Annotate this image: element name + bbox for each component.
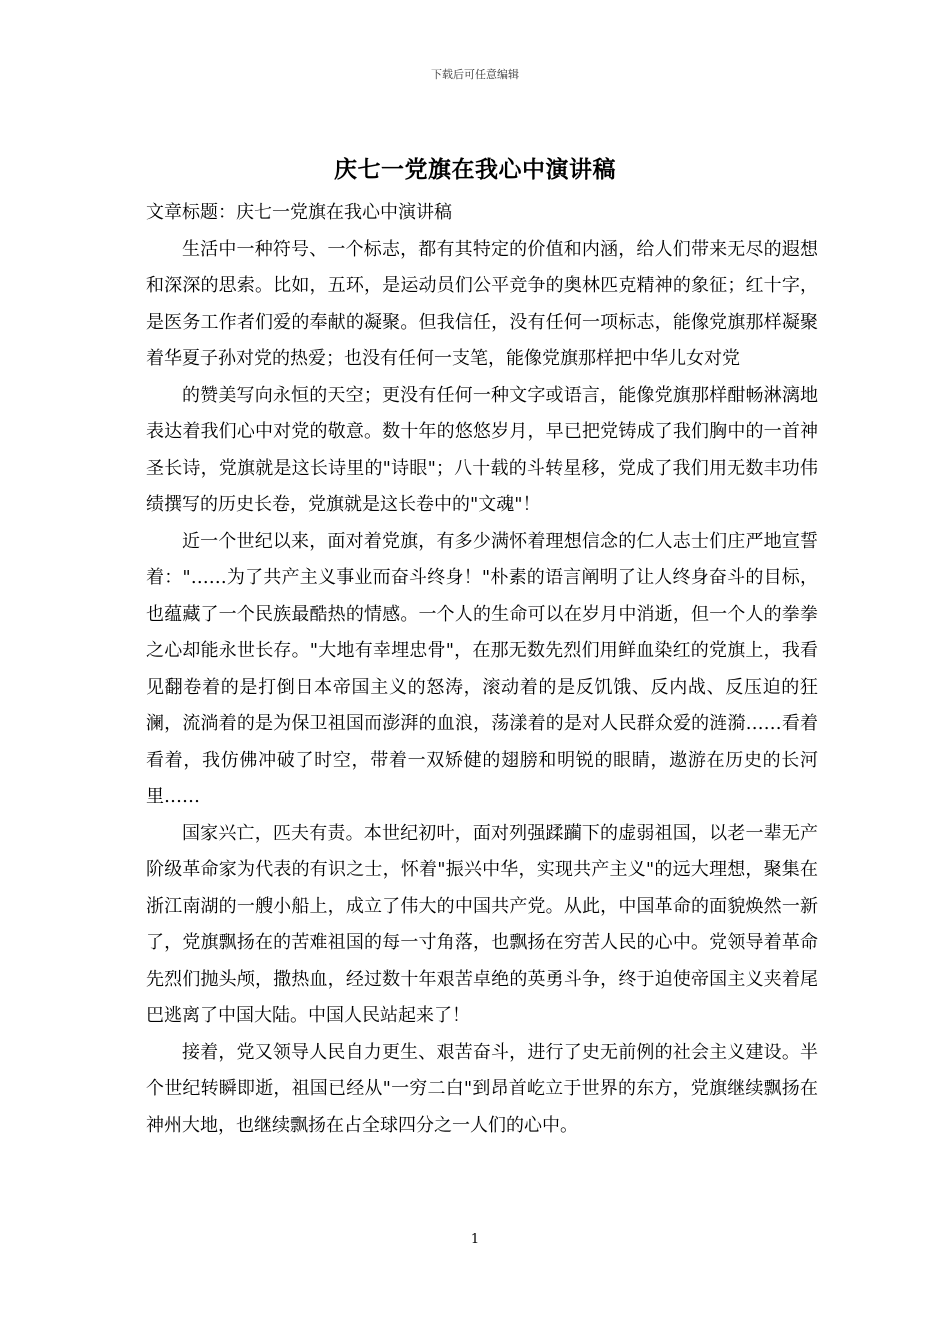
article-title-line: 文章标题：庆七一党旗在我心中演讲稿 [146,202,452,223]
paragraph: 近一个世纪以来，面对着党旗，有多少满怀着理想信念的仁人志士们庄严地宣誓着："……为了共产主义事业而奋斗终身！"朴素的语言阐明了让人终身奋斗的目标，也蕴藏了一个民族最酷热的情感。一个人的生命可以在岁月中消逝，但一个人的拳拳之心却能永世长存。"大地有幸埋忠骨"，在那无数先烈们用鲜血染红的党旗上，我看见翻卷着的是打倒日本帝国主义的怒涛，滚动着的是反饥饿、反内战、反压迫的狂澜，流淌着的是为保卫祖国而澎湃的血浪，荡漾着的是对人民群众爱的涟漪……看着看着，我仿佛冲破了时空，带着一双矫健的翅膀和明锐的眼睛，遨游在历史的长河里…… [146,530,818,807]
document-body [146,195,818,1144]
paragraph: 接着，党又领导人民自力更生、艰苦奋斗，进行了史无前例的社会主义建设。半个世纪转瞬即逝，祖国已经从"一穷二白"到昂首屹立于世界的东方，党旗继续飘扬在神州大地，也继续飘扬在占全球四分之一人们的心中。 [146,1041,818,1136]
document-title: 庆七一党旗在我心中演讲稿 [334,156,616,183]
page-number: 1 [470,1232,480,1247]
header-note: 下载后可任意编辑 [431,68,519,81]
paragraph: 国家兴亡，匹夫有责。本世纪初叶，面对列强蹂躏下的虚弱祖国，以老一辈无产阶级革命家为代表的有识之士，怀着"振兴中华，实现共产主义"的远大理想，聚集在浙江南湖的一艘小船上，成立了伟大的中国共产党。从此，中国革命的面貌焕然一新了，党旗飘扬在的苦难祖国的每一寸角落，也飘扬在穷苦人民的心中。党领导着革命先烈们抛头颅，撒热血，经过数十年艰苦卓绝的英勇斗争，终于迫使帝国主义夹着尾巴逃离了中国大陆。中国人民站起来了！ [146,822,818,1026]
paragraph: 生活中一种符号、一个标志，都有其特定的价值和内涵，给人们带来无尽的遐想和深深的思索。比如，五环，是运动员们公平竞争的奥林匹克精神的象征；红十字，是医务工作者们爱的奉献的凝聚。但我信任，没有任何一项标志，能像党旗那样凝聚着华夏子孙对党的热爱；也没有任何一支笔，能像党旗那样把中华儿女对党 [146,238,818,369]
paragraph: 的赞美写向永恒的天空；更没有任何一种文字或语言，能像党旗那样酣畅淋漓地表达着我们心中对党的敬意。数十年的悠悠岁月，早已把党铸成了我们胸中的一首神圣长诗，党旗就是这长诗里的"诗眼"；八十载的斗转星移，党成了我们用无数丰功伟绩撰写的历史长卷，党旗就是这长卷中的"文魂"！ [146,384,818,515]
